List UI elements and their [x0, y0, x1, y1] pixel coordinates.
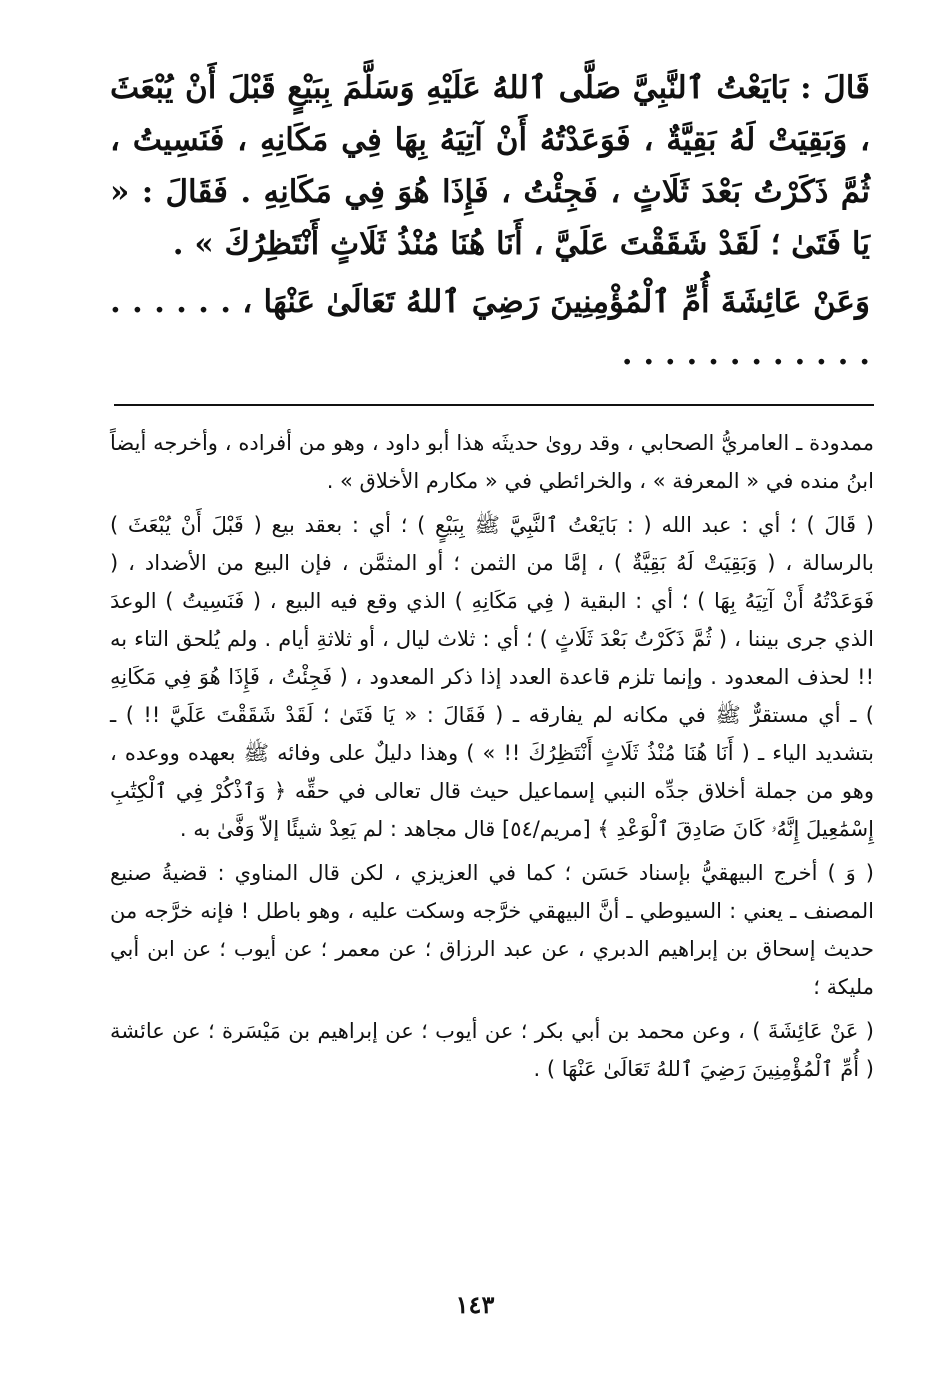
- main-text-paragraph: قَالَ : بَايَعْتُ ٱلنَّبِيَّ صَلَّى ٱللهُ عَلَيْهِ وَسَلَّمَ بِبَيْعٍ قَبْلَ أَنْ يُبْعَثَ ، وَبَقِيَتْ لَهُ بَقِيَّةٌ ، فَوَعَدْتُهُ أَنْ آتِيَهُ بِهَا فِي مَكَانِهِ ، فَنَسِيتُ ، ثُمَّ ذَكَرْتُ بَعْدَ ثَلَاثٍ ، فَجِئْتُ ، فَإِذَا هُوَ فِي مَكَانِهِ . فَقَالَ : « يَا فَتَىٰ ؛ لَقَدْ شَقَقْتَ عَلَيَّ ، أَنَا هُنَا مُنْذُ ثَلَاثٍ أَنْتَظِرُكَ » .: [110, 70, 870, 262]
- main-text-dots: . . . . . . . . . . . . . . . . . .: [110, 284, 870, 372]
- main-text-block: [110, 62, 870, 380]
- commentary-block: [110, 424, 874, 1088]
- commentary-paragraph: ( عَنْ عَائِشَةَ ) ، وعن محمد بن أبي بكر ؛ عن أيوب ؛ عن إبراهيم بن مَيْسَرة ؛ عن عائشة ( أُمِّ ٱلْمُؤْمِنِينَ رَضِيَ ٱللهُ تَعَالَىٰ عَنْهَا ) .: [110, 1019, 874, 1081]
- section-divider: [114, 404, 874, 406]
- page-number: ١٤٣: [455, 1290, 495, 1319]
- commentary-paragraph: ( وَ ) أخرج البيهقيُّ بإسناد حَسَن ؛ كما في العزيزي ، لكن قال المناوي : قضيةُ صنيع المصنف ـ يعني : السيوطي ـ أنَّ البيهقي خرَّجه وسكت عليه ، وهو باطل ! فإنه خرَّجه من حديث إسحاق بن إبراهيم الدبري ، عن عبد الرزاق ؛ عن معمر ؛ عن أيوب ؛ عن ابن أبي مليكة ؛: [110, 861, 874, 999]
- commentary-paragraph: ( قَالَ ) ؛ أي : عبد الله ( : بَايَعْتُ ٱلنَّبِيَّ ﷺ بِبَيْعٍ ) ؛ أي : بعقد بيع ( قَبْلَ أَنْ يُبْعَثَ ) بالرسالة ، ( وَبَقِيَتْ لَهُ بَقِيَّةٌ ) ، إمَّا من الثمن ؛ أو المثمَّن ، فإن البيع من الأضداد ، ( فَوَعَدْتُهُ أَنْ آتِيَهُ بِهَا ) ؛ أي : البقية ( فِي مَكَانِهِ ) الذي وقع فيه البيع ، ( فَنَسِيتُ ) الوعدَ الذي جرى بيننا ، ( ثُمَّ ذَكَرْتُ بَعْدَ ثَلَاثٍ ) ؛ أي : ثلاث ليال ، أو ثلاثةِ أيام . ولم يُلحق التاء به !! لحذف المعدود . وإنما تلزم قاعدة العدد إذا ذكر المعدود ، ( فَجِئْتُ ، فَإِذَا هُوَ فِي مَكَانِهِ ) ـ أي مستقرٌّ ﷺ في مكانه لم يفارقه ـ ( فَقَالَ : « يَا فَتَىٰ ؛ لَقَدْ شَقَقْتَ عَلَيَّ !! ) ـ بتشديد الياء ـ ( أَنَا هُنَا مُنْذُ ثَلَاثٍ أَنْتَظِرُكَ !! » ) وهذا دليلٌ على وفائه ﷺ بعهده ووعده ، وهو من جملة أخلاق جدِّه النبي إسماعيل حيث قال تعالى في حقِّه ﴿ وَٱذْكُرْ فِي ٱلْكِتَٰبِ إِسْمَٰعِيلَ إِنَّهُۥ كَانَ صَادِقَ ٱلْوَعْدِ ﴾ [مريم/٥٤] قال مجاهد : لم يَعِدْ شيئًا إلاّ وَفَّىٰ به .: [110, 513, 874, 841]
- commentary-paragraph: ممدودة ـ العامريُّ الصحابي ، وقد روىٰ حديثَه هذا أبو داود ، وهو من أفراده ، وأخرجه أيضاً ابنُ منده في « المعرفة » ، والخرائطي في « مكارم الأخلاق » .: [110, 431, 874, 493]
- main-text-paragraph-continuation: [110, 276, 870, 380]
- main-text-narrator-line: وَعَنْ عَائِشَةَ أُمِّ ٱلْمُؤْمِنِينَ رَضِيَ ٱللهُ تَعَالَىٰ عَنْهَا ،: [242, 284, 871, 320]
